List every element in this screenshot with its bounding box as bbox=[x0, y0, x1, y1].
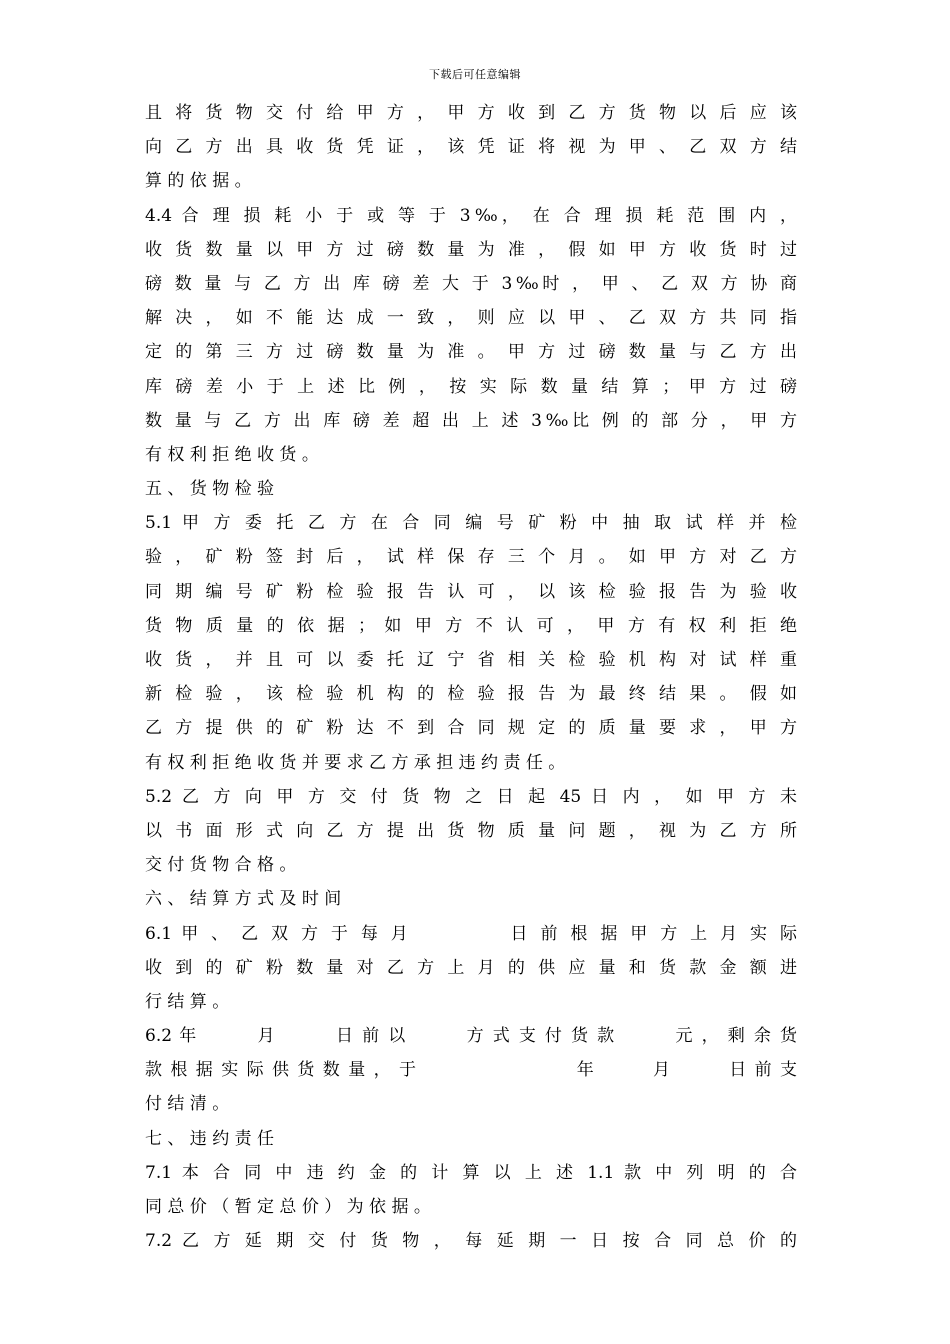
text-line: 定 的 第 三 方 过 磅 数 量 为 准 。 甲 方 过 磅 数 量 与 乙 方 出 bbox=[145, 342, 797, 363]
text-line: 新 检 验 ， 该 检 验 机 构 的 检 验 报 告 为 最 终 结 果 。 假 如 bbox=[145, 684, 797, 705]
text-line: 向 乙 方 出 具 收 货 凭 证 ， 该 凭 证 将 视 为 甲 、 乙 双 方 结 bbox=[145, 137, 797, 158]
text-line: 以 书 面 形 式 向 乙 方 提 出 货 物 质 量 问 题 ， 视 为 乙 方 所 bbox=[145, 820, 797, 841]
text-line: 5.2 乙 方 向 甲 方 交 付 货 物 之 日 起 45 日 内 ， 如 甲 方 未 bbox=[145, 786, 797, 807]
text-line: 付 结 清 。 bbox=[145, 1094, 230, 1115]
text-line: 4.4 合 理 损 耗 小 于 或 等 于 3‰， 在 合 理 损 耗 范 围 内 ， bbox=[145, 205, 797, 226]
text-line: 解 决 ， 如 不 能 达 成 一 致 ， 则 应 以 甲 、 乙 双 方 共 同 指 bbox=[145, 308, 797, 329]
text-line: 算 的 依 据 。 bbox=[145, 171, 252, 192]
text-line: 交 付 货 物 合 格 。 bbox=[145, 855, 297, 876]
text-line: 行 结 算 。 bbox=[145, 991, 230, 1012]
text-line: 收 货 ， 并 且 可 以 委 托 辽 宁 省 相 关 检 验 机 构 对 试 样 重 bbox=[145, 650, 797, 670]
text-line: 磅 数 量 与 乙 方 出 库 磅 差 大 于 3‰时 ， 甲 、 乙 双 方 协 商 bbox=[145, 273, 797, 294]
text-line: 有 权 利 拒 绝 收 货 并 要 求 乙 方 承 担 违 约 责 任 。 bbox=[145, 752, 566, 773]
text-line: 有 权 利 拒 绝 收 货 。 bbox=[145, 444, 319, 465]
text-line: 六 、 结 算 方 式 及 时 间 bbox=[145, 889, 342, 910]
document-body bbox=[145, 96, 797, 1258]
page-header: 下载后可任意编辑 bbox=[429, 68, 521, 81]
text-line: 收 货 数 量 以 甲 方 过 磅 数 量 为 准 ， 假 如 甲 方 收 货 时 过 bbox=[145, 239, 797, 260]
text-line: 数 量 与 乙 方 出 库 磅 差 超 出 上 述 3‰比 例 的 部 分 ， 甲 方 bbox=[145, 410, 797, 431]
text-line: 七 、 违 约 责 任 bbox=[145, 1128, 275, 1149]
text-line: 7.2 乙 方 延 期 交 付 货 物 ， 每 延 期 一 日 按 合 同 总 价 的 bbox=[145, 1231, 797, 1252]
text-line: 同 期 编 号 矿 粉 检 验 报 告 认 可 ， 以 该 检 验 报 告 为 验 收 bbox=[145, 581, 797, 602]
text-line: 6.1 甲 、 乙 双 方 于 每 月 日 前 根 据 甲 方 上 月 实 际 bbox=[145, 923, 797, 944]
text-line: 货 物 质 量 的 依 据 ； 如 甲 方 不 认 可 ， 甲 方 有 权 利 拒 绝 bbox=[145, 615, 797, 636]
text-line: 且 将 货 物 交 付 给 甲 方 ， 甲 方 收 到 乙 方 货 物 以 后 应 该 bbox=[145, 103, 797, 123]
text-line: 收 到 的 矿 粉 数 量 对 乙 方 上 月 的 供 应 量 和 货 款 金 额 进 bbox=[145, 957, 797, 978]
text-line: 验 ， 矿 粉 签 封 后 ， 试 样 保 存 三 个 月 。 如 甲 方 对 乙 方 bbox=[145, 547, 797, 568]
text-line: 五 、 货 物 检 验 bbox=[145, 479, 275, 500]
text-line: 7.1 本 合 同 中 违 约 金 的 计 算 以 上 述 1.1 款 中 列 明 的 合 bbox=[145, 1162, 797, 1183]
text-line: 5.1 甲 方 委 托 乙 方 在 合 同 编 号 矿 粉 中 抽 取 试 样 并 检 bbox=[145, 513, 797, 534]
text-line: 乙 方 提 供 的 矿 粉 达 不 到 合 同 规 定 的 质 量 要 求 ， 甲 方 bbox=[145, 718, 797, 739]
text-line: 款 根 据 实 际 供 货 数 量 ， 于 年 月 日 前 支 bbox=[145, 1060, 798, 1081]
text-line: 同 总 价 （ 暂 定 总 价 ） 为 依 据 。 bbox=[145, 1197, 431, 1217]
text-line: 库 磅 差 小 于 上 述 比 例 ， 按 实 际 数 量 结 算 ； 甲 方 过 磅 bbox=[145, 376, 797, 397]
text-line: 6.2 年 月 日 前 以 方 式 支 付 货 款 元 ， 剩 余 货 bbox=[145, 1026, 797, 1047]
